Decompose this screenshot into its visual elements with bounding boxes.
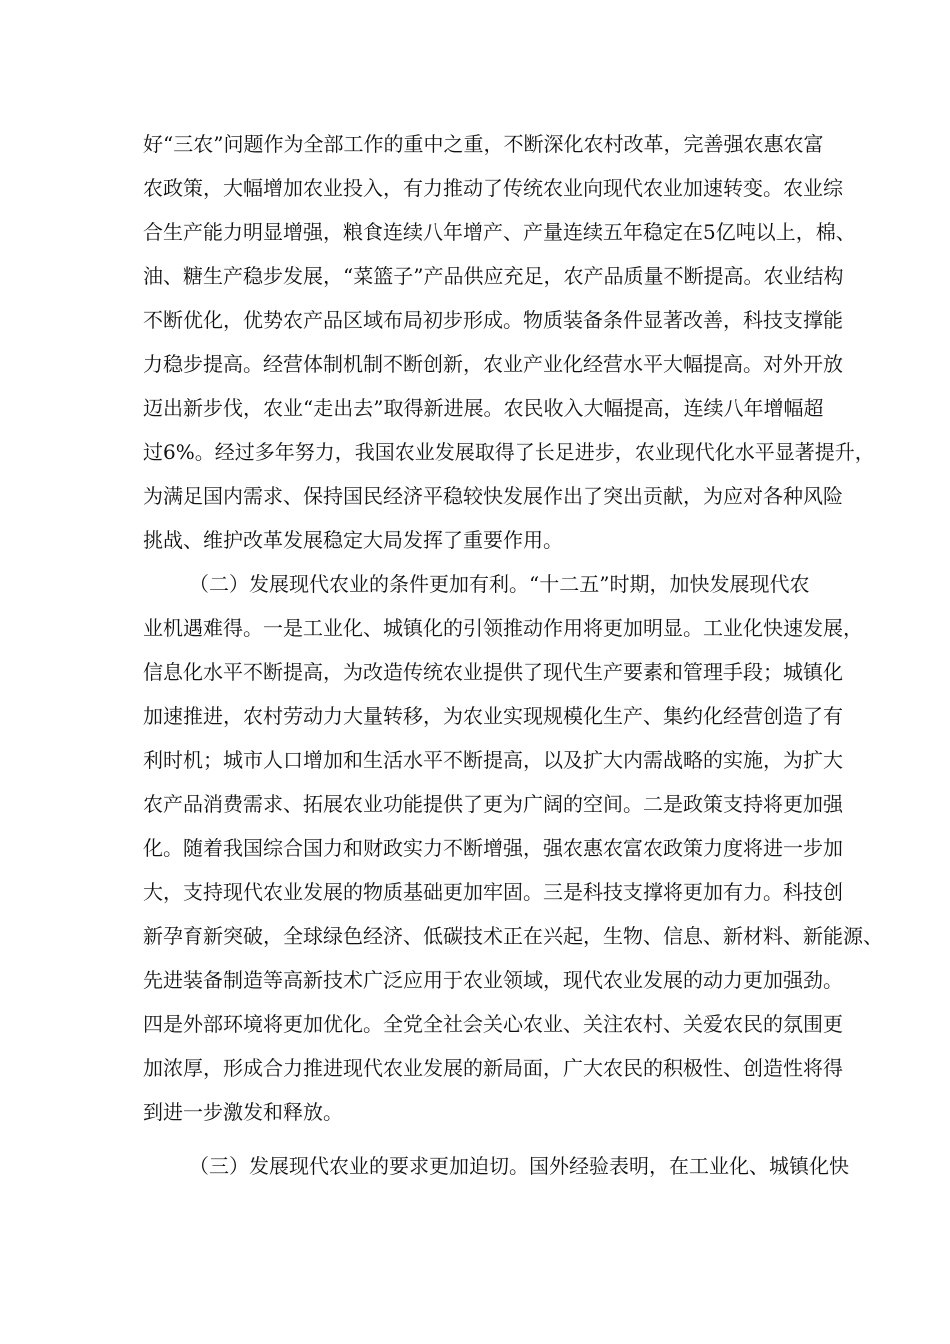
paragraph-2-line-6: 农产品消费需求、拓展农业功能提供了更为广阔的空间。二是政策支持将更加强 bbox=[143, 792, 843, 816]
paragraph-1-line-6: 力稳步提高。经营体制机制不断创新，农业产业化经营水平大幅提高。对外开放 bbox=[143, 352, 843, 376]
paragraph-2-line-10: 先进装备制造等高新技术广泛应用于农业领域，现代农业发展的动力更加强劲。 bbox=[143, 968, 843, 992]
paragraph-2-line-7: 化。随着我国综合国力和财政实力不断增强，强农惠农富农政策力度将进一步加 bbox=[143, 836, 843, 860]
paragraph-1-line-3: 合生产能力明显增强，粮食连续八年增产、产量连续五年稳定在5亿吨以上，棉、 bbox=[143, 220, 856, 244]
paragraph-1-line-10: 挑战、维护改革发展稳定大局发挥了重要作用。 bbox=[143, 528, 563, 552]
paragraph-1-line-8: 过6%。经过多年努力，我国农业发展取得了长足进步，农业现代化水平显著提升， bbox=[143, 440, 875, 464]
paragraph-1-line-9: 为满足国内需求、保持国民经济平稳较快发展作出了突出贡献，为应对各种风险 bbox=[143, 484, 843, 508]
paragraph-2-line-2: 业机遇难得。一是工业化、城镇化的引领推动作用将更加明显。工业化快速发展， bbox=[143, 616, 863, 640]
paragraph-2-line-13: 到进一步激发和释放。 bbox=[143, 1100, 343, 1124]
paragraph-2-heading-line: （二）发展现代农业的条件更加有利。“十二五”时期，加快发展现代农 bbox=[189, 572, 810, 596]
paragraph-2-line-8: 大，支持现代农业发展的物质基础更加牢固。三是科技支撑将更加有力。科技创 bbox=[143, 880, 843, 904]
paragraph-2-line-9: 新孕育新突破，全球绿色经济、低碳技术正在兴起，生物、信息、新材料、新能源、 bbox=[143, 924, 883, 948]
paragraph-2-line-5: 利时机；城市人口增加和生活水平不断提高，以及扩大内需战略的实施，为扩大 bbox=[143, 748, 843, 772]
paragraph-2-line-3: 信息化水平不断提高，为改造传统农业提供了现代生产要素和管理手段；城镇化 bbox=[143, 660, 843, 684]
paragraph-2-line-12: 加浓厚，形成合力推进现代农业发展的新局面，广大农民的积极性、创造性将得 bbox=[143, 1056, 843, 1080]
paragraph-3-heading-line: （三）发展现代农业的要求更加迫切。国外经验表明，在工业化、城镇化快 bbox=[189, 1154, 849, 1178]
paragraph-1-line-7: 迈出新步伐，农业“走出去”取得新进展。农民收入大幅提高，连续八年增幅超 bbox=[143, 396, 824, 420]
paragraph-1-line-5: 不断优化，优势农产品区域布局初步形成。物质装备条件显著改善，科技支撑能 bbox=[143, 308, 843, 332]
paragraph-2-line-4: 加速推进，农村劳动力大量转移，为农业实现规模化生产、集约化经营创造了有 bbox=[143, 704, 843, 728]
paragraph-1-line-4: 油、糖生产稳步发展，“菜篮子”产品供应充足，农产品质量不断提高。农业结构 bbox=[143, 264, 844, 288]
paragraph-1-line-1: 好“三农”问题作为全部工作的重中之重，不断深化农村改革，完善强农惠农富 bbox=[143, 132, 824, 156]
paragraph-1-line-2: 农政策，大幅增加农业投入，有力推动了传统农业向现代农业加速转变。农业综 bbox=[143, 176, 843, 200]
paragraph-2-line-11: 四是外部环境将更加优化。全党全社会关心农业、关注农村、关爱农民的氛围更 bbox=[143, 1012, 843, 1036]
